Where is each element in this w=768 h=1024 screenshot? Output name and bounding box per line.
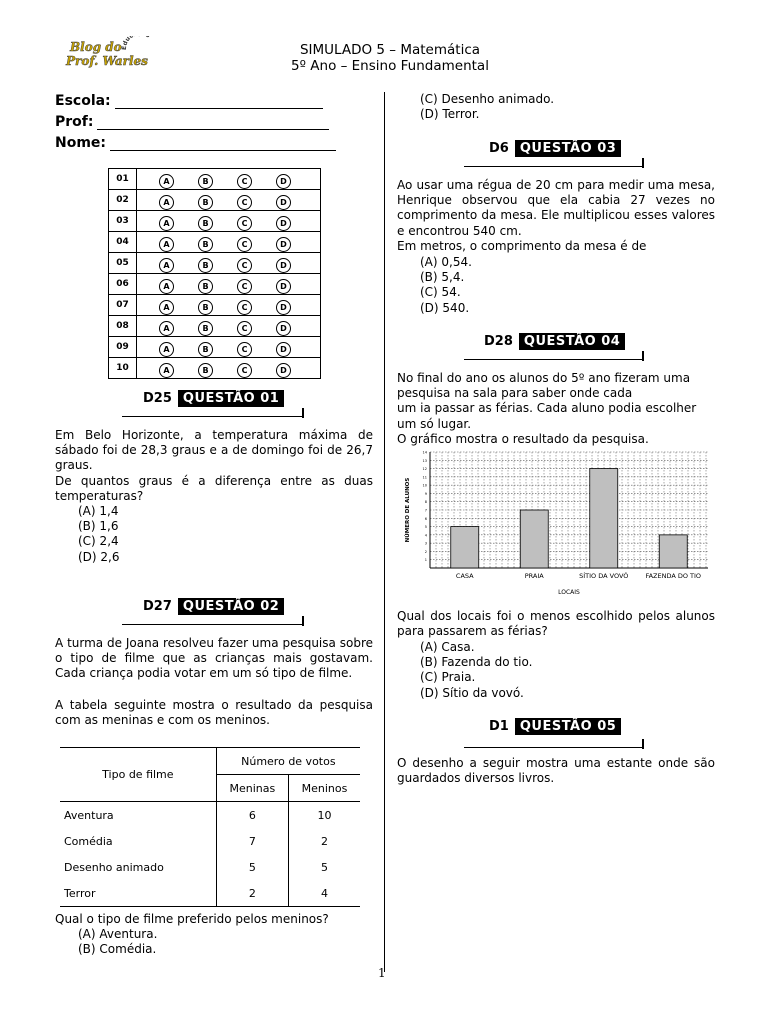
answer-bubble-a[interactable]: A bbox=[159, 174, 174, 189]
answer-bubble-b[interactable]: B bbox=[198, 195, 213, 210]
votes-header-girls: Meninas bbox=[216, 775, 288, 802]
school-label: Escola: bbox=[55, 93, 111, 109]
y-tick-label: 5 bbox=[424, 525, 427, 530]
answer-bubble-a[interactable]: A bbox=[159, 216, 174, 231]
table-cell: 6 bbox=[216, 802, 288, 829]
q1-option-b[interactable]: (B) 1,6 bbox=[78, 519, 119, 534]
q4-question: Qual dos locais foi o menos escolhido pelos alunos para passarem as férias? bbox=[397, 609, 715, 639]
answer-bubble-d[interactable]: D bbox=[276, 174, 291, 189]
table-row bbox=[60, 802, 360, 829]
q4-text-line: No final do ano os alunos do 5º ano fizeram uma bbox=[397, 371, 691, 385]
q4-text-line: um só lugar. bbox=[397, 416, 472, 431]
answer-number: 07 bbox=[109, 295, 137, 316]
y-tick-label: 10 bbox=[422, 483, 427, 488]
q2-badge: QUESTÃO 02 bbox=[178, 598, 284, 615]
answer-number: 05 bbox=[109, 253, 137, 274]
answer-bubble-b[interactable]: B bbox=[198, 279, 213, 294]
answer-bubble-b[interactable]: B bbox=[198, 321, 213, 336]
table-cell: 4 bbox=[288, 880, 360, 907]
q1-question: De quantos graus é a diferença entre as duas temperaturas? bbox=[55, 474, 373, 504]
y-tick-label: 13 bbox=[422, 458, 427, 463]
q4-option-b[interactable]: (B) Fazenda do tio. bbox=[420, 655, 533, 670]
votes-header-type: Tipo de filme bbox=[60, 748, 216, 802]
q4-options bbox=[420, 640, 532, 701]
answer-bubble-b[interactable]: B bbox=[198, 216, 213, 231]
table-cell: 5 bbox=[216, 854, 288, 880]
q4-option-a[interactable]: (A) Casa. bbox=[420, 640, 475, 654]
answer-bubble-c[interactable]: C bbox=[237, 195, 252, 210]
q3-options bbox=[420, 255, 472, 316]
y-tick-label: 14 bbox=[422, 450, 427, 455]
answer-bubble-a[interactable]: A bbox=[159, 258, 174, 273]
answer-bubble-d[interactable]: D bbox=[276, 258, 291, 273]
answer-bubble-c[interactable]: C bbox=[237, 237, 252, 252]
x-tick-label: PRAIA bbox=[524, 572, 544, 580]
document-subtitle: 5º Ano – Ensino Fundamental bbox=[291, 58, 489, 74]
q4-code: D28 bbox=[484, 334, 513, 349]
table-cell: 2 bbox=[216, 880, 288, 907]
answer-number: 06 bbox=[109, 274, 137, 295]
answer-bubble-c[interactable]: C bbox=[237, 279, 252, 294]
answer-bubble-a[interactable]: A bbox=[159, 363, 174, 378]
q3-code: D6 bbox=[489, 141, 509, 156]
q5-badge: QUESTÃO 05 bbox=[515, 718, 621, 735]
q2-option-a[interactable]: (A) Aventura. bbox=[78, 927, 158, 941]
q4-text-line: um ia passar as férias. Cada aluno podia escolher bbox=[397, 401, 697, 416]
q5-header bbox=[489, 719, 621, 734]
y-tick-label: 8 bbox=[424, 500, 427, 505]
answer-bubble-b[interactable]: B bbox=[198, 174, 213, 189]
table-row bbox=[60, 828, 360, 854]
page-number: 1 bbox=[378, 966, 386, 980]
blog-logo bbox=[64, 36, 156, 70]
answer-number: 04 bbox=[109, 232, 137, 253]
answer-bubble-b[interactable]: B bbox=[198, 258, 213, 273]
answer-bubbles bbox=[137, 253, 321, 274]
answer-bubble-d[interactable]: D bbox=[276, 279, 291, 294]
q1-code: D25 bbox=[143, 391, 172, 406]
table-cell: 2 bbox=[320, 834, 328, 848]
answer-grid-row bbox=[109, 358, 321, 379]
table-cell: Desenho animado bbox=[60, 854, 216, 880]
q2-code: D27 bbox=[143, 599, 172, 614]
q4-text2: O gráfico mostra o resultado da pesquisa. bbox=[397, 431, 649, 446]
answer-bubble-d[interactable]: D bbox=[276, 321, 291, 336]
q2-rule bbox=[122, 612, 304, 626]
answer-bubble-d[interactable]: D bbox=[276, 363, 291, 378]
bar-s-tio-da-vov- bbox=[590, 469, 618, 568]
q2-option-d[interactable]: (D) Terror. bbox=[420, 107, 480, 122]
answer-bubble-d[interactable]: D bbox=[276, 237, 291, 252]
table-row bbox=[60, 854, 360, 880]
teacher-field bbox=[55, 114, 329, 130]
answer-grid bbox=[108, 168, 321, 379]
y-tick-label: 1 bbox=[424, 558, 427, 563]
vacation-bar-chart bbox=[398, 444, 718, 600]
answer-bubble-b[interactable]: B bbox=[198, 342, 213, 357]
bar-casa bbox=[451, 527, 479, 568]
answer-bubble-c[interactable]: C bbox=[237, 342, 252, 357]
answer-bubble-a[interactable]: A bbox=[159, 279, 174, 294]
column-divider bbox=[384, 92, 385, 972]
q3-option-d[interactable]: (D) 540. bbox=[420, 300, 470, 315]
q1-option-c[interactable]: (C) 2,4 bbox=[78, 534, 119, 549]
answer-number: 03 bbox=[109, 211, 137, 232]
table-cell: 5 bbox=[320, 860, 328, 874]
y-tick-label: 3 bbox=[424, 541, 427, 546]
q4-badge: QUESTÃO 04 bbox=[519, 333, 625, 350]
y-axis-label: NÚMERO DE ALUNOS bbox=[405, 477, 411, 543]
name-field bbox=[55, 135, 336, 151]
y-tick-label: 11 bbox=[422, 475, 427, 480]
answer-grid-row bbox=[109, 295, 321, 316]
answer-number: 10 bbox=[109, 358, 137, 379]
answer-grid-row bbox=[109, 232, 321, 253]
table-cell: Aventura bbox=[60, 802, 216, 829]
answer-bubbles bbox=[137, 232, 321, 253]
table-row bbox=[60, 880, 360, 907]
answer-bubble-a[interactable]: A bbox=[159, 195, 174, 210]
q2-option-c[interactable]: (C) Desenho animado. bbox=[420, 92, 555, 106]
answer-bubbles bbox=[137, 190, 321, 211]
q2-text: A turma de Joana resolveu fazer uma pesquisa sobre o tipo de filme que as crianças mais gostavam. Cada criança podia votar em um só tipo de filme. bbox=[55, 636, 373, 681]
votes-header-boys: Meninos bbox=[288, 775, 360, 802]
y-tick-label: 4 bbox=[424, 533, 427, 538]
y-tick-label: 2 bbox=[424, 549, 427, 554]
answer-grid-row bbox=[109, 190, 321, 211]
document-title: SIMULADO 5 – Matemática bbox=[299, 42, 481, 58]
answer-bubble-d[interactable]: D bbox=[276, 342, 291, 357]
school-input-line[interactable] bbox=[115, 108, 323, 109]
votes-table bbox=[60, 747, 360, 907]
q1-options bbox=[78, 504, 120, 565]
answer-grid-row bbox=[109, 211, 321, 232]
q2-options-right bbox=[420, 92, 554, 122]
answer-number: 08 bbox=[109, 316, 137, 337]
answer-grid-row bbox=[109, 274, 321, 295]
answer-number: 02 bbox=[109, 190, 137, 211]
q2-question: Qual o tipo de filme preferido pelos meninos? bbox=[55, 912, 329, 926]
x-tick-label: FAZENDA DO TIO bbox=[645, 572, 702, 580]
y-tick-label: 7 bbox=[424, 508, 427, 513]
answer-bubbles bbox=[137, 316, 321, 337]
q3-option-c[interactable]: (C) 54. bbox=[420, 285, 461, 300]
answer-bubbles bbox=[137, 295, 321, 316]
q5-rule bbox=[464, 735, 644, 749]
answer-bubbles bbox=[137, 169, 321, 190]
q3-rule bbox=[464, 154, 644, 168]
bar-fazenda-do-tio bbox=[659, 535, 687, 568]
answer-bubbles bbox=[137, 211, 321, 232]
answer-grid-row bbox=[109, 169, 321, 190]
q2-option-b[interactable]: (B) Comédia. bbox=[78, 942, 157, 957]
svg-text:Prof. Warles: Prof. Warles bbox=[66, 54, 148, 68]
q3-badge: QUESTÃO 03 bbox=[515, 140, 621, 157]
answer-bubble-b[interactable]: B bbox=[198, 363, 213, 378]
answer-bubble-c[interactable]: C bbox=[237, 174, 252, 189]
votes-header-group: Número de votos bbox=[216, 748, 360, 775]
answer-bubbles bbox=[137, 274, 321, 295]
name-input-line[interactable] bbox=[110, 150, 336, 151]
q4-text-line: pesquisa na sala para saber onde cada bbox=[397, 386, 633, 401]
answer-number: 09 bbox=[109, 337, 137, 358]
table-cell: Terror bbox=[60, 880, 216, 907]
name-label: Nome: bbox=[55, 135, 107, 151]
q2-text2: A tabela seguinte mostra o resultado da pesquisa com as meninas e com os meninos. bbox=[55, 698, 373, 728]
answer-bubble-c[interactable]: C bbox=[237, 258, 252, 273]
x-tick-label: CASA bbox=[455, 572, 474, 580]
answer-bubbles bbox=[137, 358, 321, 379]
y-tick-label: 6 bbox=[424, 516, 427, 521]
table-cell: 10 bbox=[317, 808, 332, 822]
answer-bubble-c[interactable]: C bbox=[237, 216, 252, 231]
answer-bubble-d[interactable]: D bbox=[276, 216, 291, 231]
bar-praia bbox=[520, 510, 548, 568]
q3-question: Em metros, o comprimento da mesa é de bbox=[397, 239, 647, 253]
q3-option-a[interactable]: (A) 0,54. bbox=[420, 255, 472, 269]
svg-text:Educação: Educ bbox=[120, 36, 135, 51]
teacher-label: Prof: bbox=[55, 114, 94, 130]
q1-option-d[interactable]: (D) 2,6 bbox=[78, 549, 120, 564]
table-cell: Comédia bbox=[60, 828, 216, 854]
answer-grid-row bbox=[109, 316, 321, 337]
answer-number: 01 bbox=[109, 169, 137, 190]
q2-options-left bbox=[78, 927, 157, 957]
q4-option-c[interactable]: (C) Praia. bbox=[420, 670, 476, 685]
answer-bubble-a[interactable]: A bbox=[159, 342, 174, 357]
q4-option-d[interactable]: (D) Sítio da vovó. bbox=[420, 685, 524, 700]
answer-bubble-c[interactable]: C bbox=[237, 300, 252, 315]
x-tick-label: SÍTIO DA VOVÓ bbox=[579, 572, 629, 580]
q1-text: Em Belo Horizonte, a temperatura máxima de sábado foi de 28,3 graus e a de domingo foi de 26,7 graus. bbox=[55, 428, 373, 473]
q5-code: D1 bbox=[489, 719, 509, 734]
q4-rule bbox=[464, 347, 644, 361]
answer-bubble-d[interactable]: D bbox=[276, 195, 291, 210]
answer-grid-row bbox=[109, 337, 321, 358]
school-field bbox=[55, 93, 323, 109]
q1-badge: QUESTÃO 01 bbox=[178, 390, 284, 407]
svg-text:Blog do: Blog do bbox=[70, 40, 122, 54]
table-cell: 7 bbox=[216, 828, 288, 854]
answer-bubble-c[interactable]: C bbox=[237, 363, 252, 378]
answer-bubble-b[interactable]: B bbox=[198, 237, 213, 252]
answer-bubble-a[interactable]: A bbox=[159, 321, 174, 336]
answer-bubble-b[interactable]: B bbox=[198, 300, 213, 315]
answer-bubble-a[interactable]: A bbox=[159, 300, 174, 315]
teacher-input-line[interactable] bbox=[97, 129, 329, 130]
y-tick-label: 9 bbox=[424, 491, 427, 496]
answer-bubble-a[interactable]: A bbox=[159, 237, 174, 252]
answer-bubble-c[interactable]: C bbox=[237, 321, 252, 336]
y-tick-label: 12 bbox=[422, 467, 427, 472]
q1-rule bbox=[122, 404, 304, 418]
answer-bubbles bbox=[137, 337, 321, 358]
q3-text: Ao usar uma régua de 20 cm para medir uma mesa, Henrique observou que ela cabia 27 vezes no comprimento da mesa. Ele multiplicou esses valores e encontrou 540 cm. bbox=[397, 178, 715, 238]
q4-text bbox=[397, 371, 715, 447]
x-axis-label: LOCAIS bbox=[558, 589, 580, 596]
q5-text: O desenho a seguir mostra uma estante onde são guardados diversos livros. bbox=[397, 756, 715, 786]
q1-option-a[interactable]: (A) 1,4 bbox=[78, 504, 119, 518]
answer-grid-row bbox=[109, 253, 321, 274]
q3-option-b[interactable]: (B) 5,4. bbox=[420, 270, 465, 285]
answer-bubble-d[interactable]: D bbox=[276, 300, 291, 315]
